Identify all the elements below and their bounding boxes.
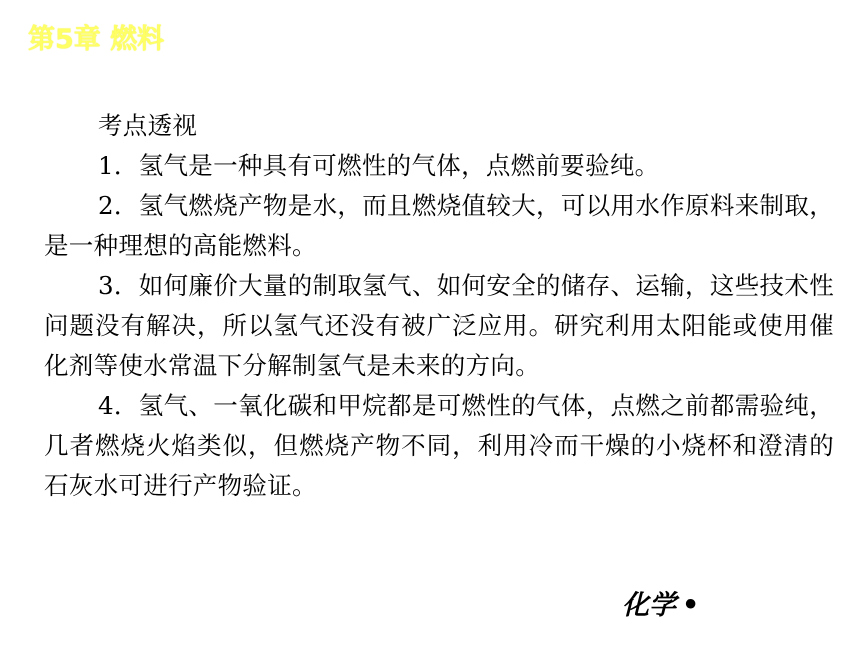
point-2: 2．氢气燃烧产物是水，而且燃烧值较大，可以用水作原料来制取，是一种理想的高能燃料。 xyxy=(44,191,834,260)
point-3: 3．如何廉价大量的制取氢气、如何安全的储存、运输，这些技术性问题没有解决，所以氢气还没有被广泛应用。研究利用太阳能或使用催化剂等使水常温下分解制氢气是未来的方向。 xyxy=(44,271,834,380)
section-heading: 考点透视 xyxy=(98,111,198,140)
chapter-title: 第5章 燃料 xyxy=(28,24,165,55)
subject-label: 化学 xyxy=(622,590,676,621)
bullet-dot: • xyxy=(682,590,700,621)
footer-subject xyxy=(622,586,699,626)
header-band xyxy=(0,0,860,82)
point-4: 4．氢气、一氧化碳和甲烷都是可燃性的气体，点燃之前都需验纯，几者燃烧火焰类似，但燃烧产物不同，利用冷而干燥的小烧杯和澄清的石灰水可进行产物验证。 xyxy=(44,391,834,500)
content-section xyxy=(44,106,834,506)
point-1: 1．氢气是一种具有可燃性的气体，点燃前要验纯。 xyxy=(98,151,660,180)
